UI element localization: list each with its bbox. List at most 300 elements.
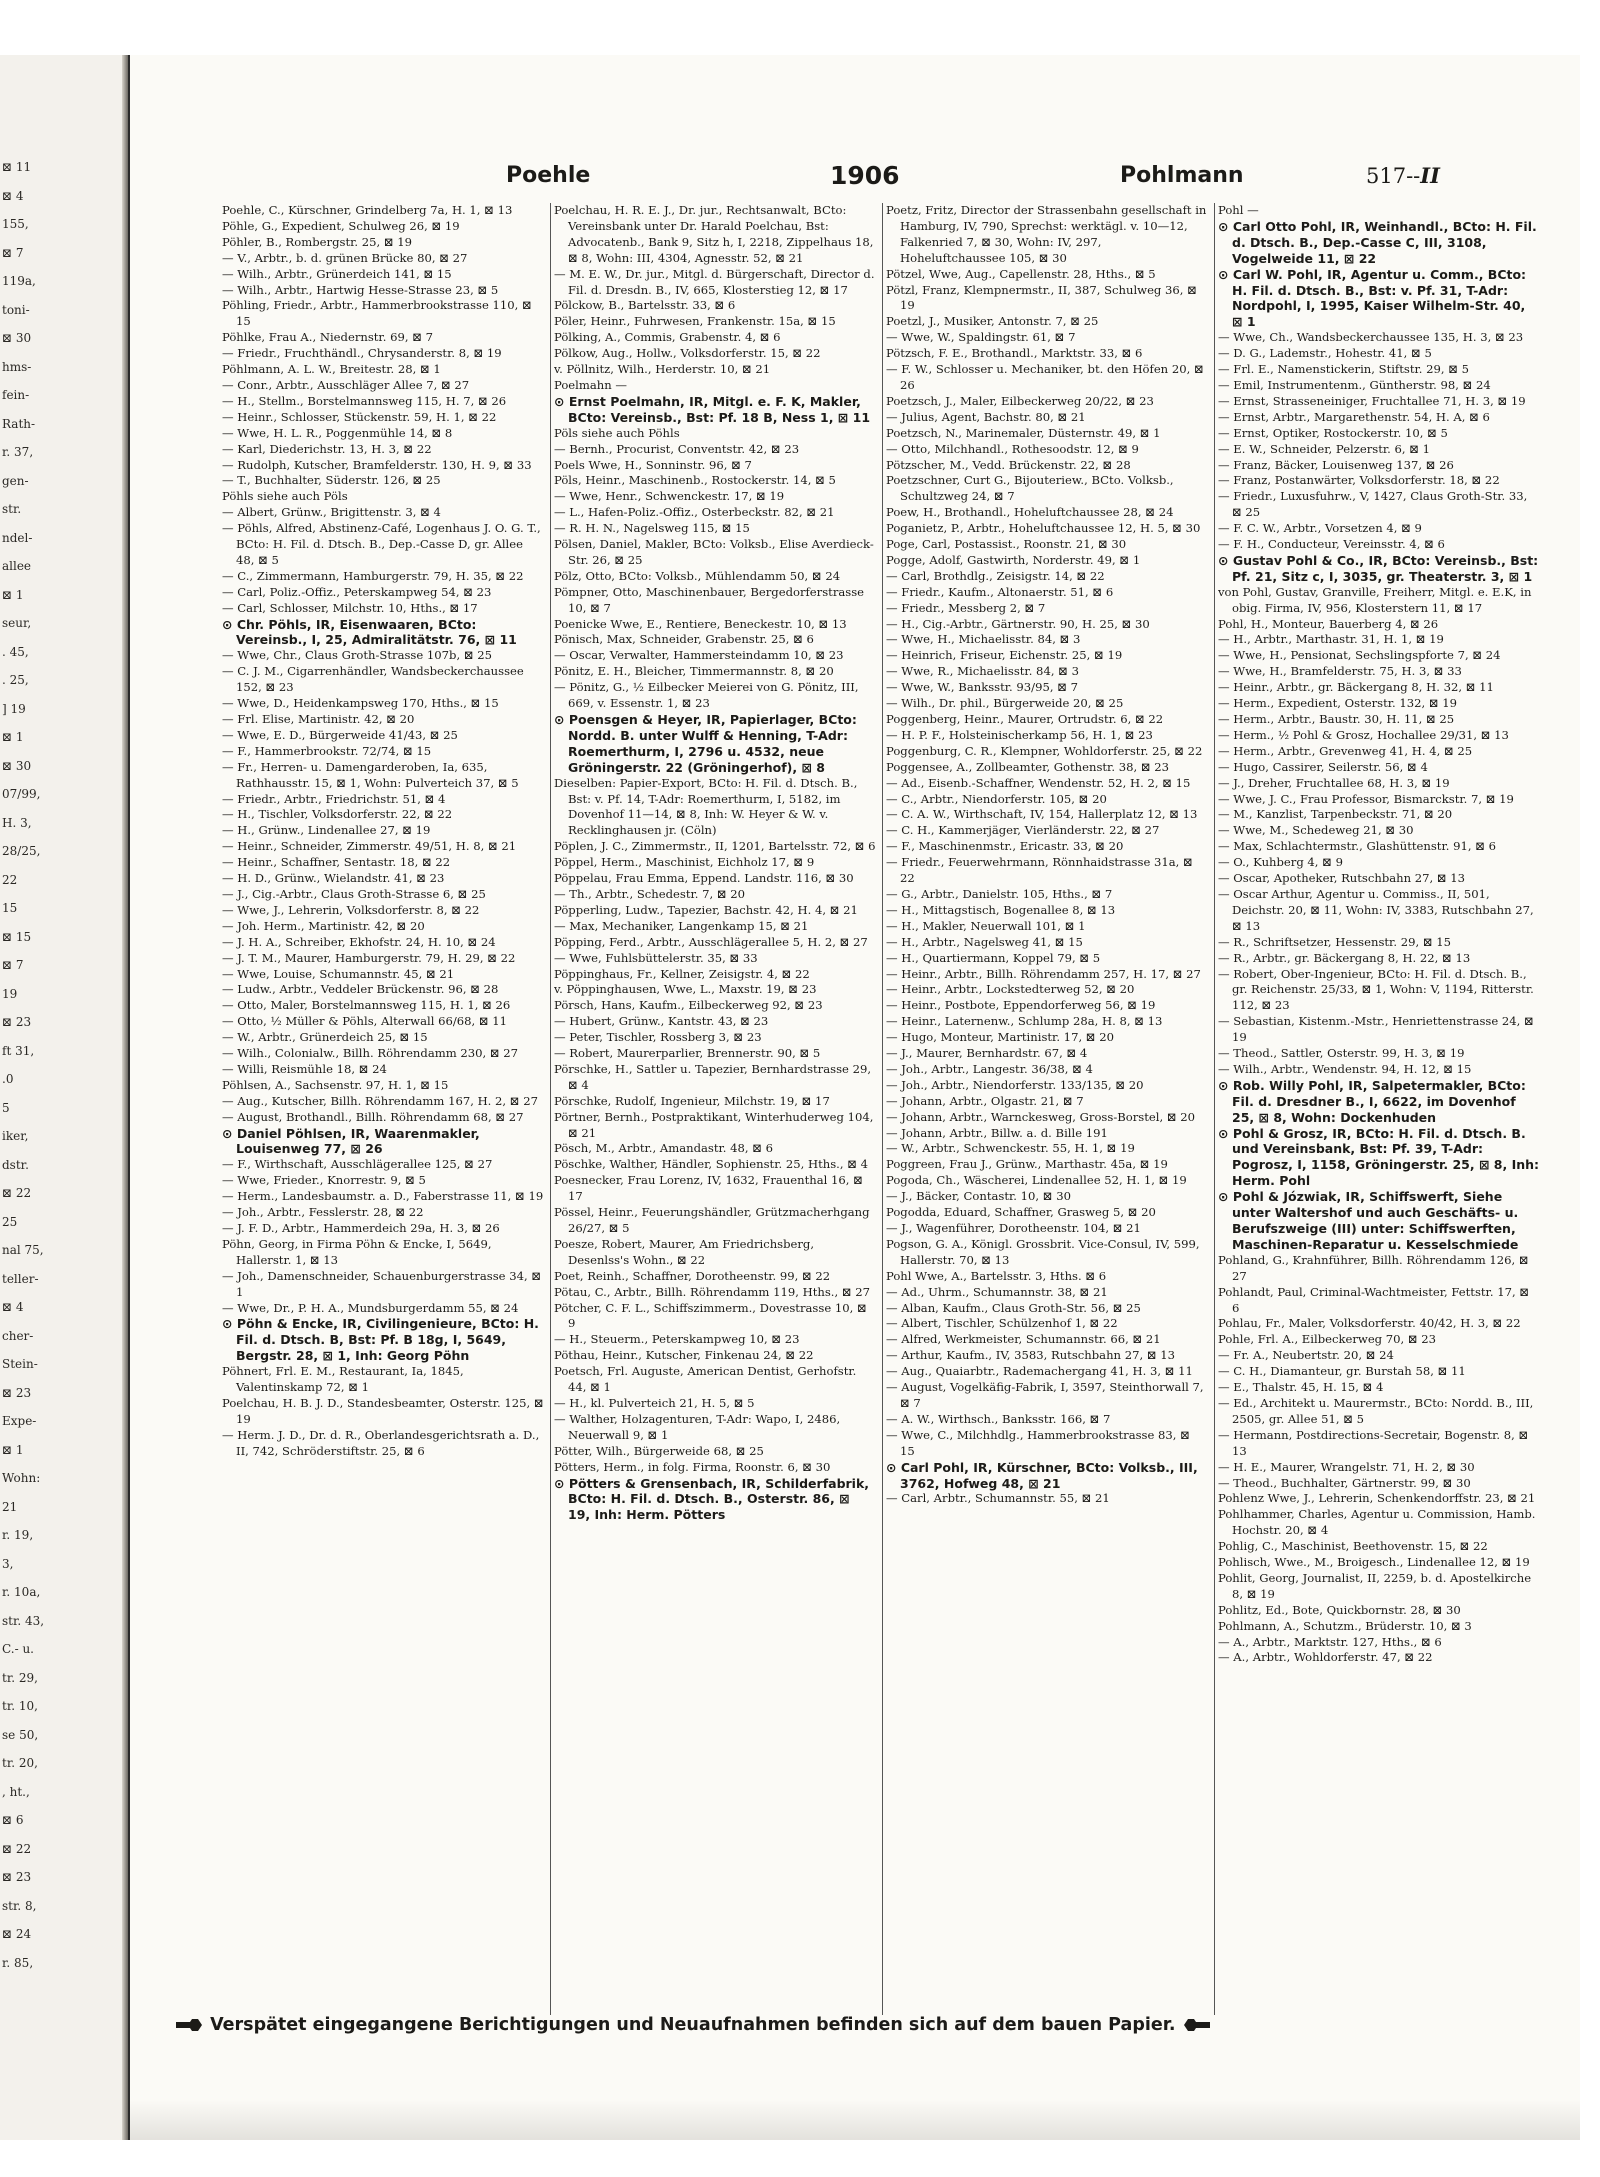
directory-entry: Pörschke, H., Sattler u. Tapezier, Bernhardstrasse 29, ⊠ 4 [554,1061,872,1092]
directory-entry: — C. H., Diamanteur, gr. Burstah 58, ⊠ 11 [1218,1364,1466,1379]
directory-entry: — F., Hammerbrookstr. 72/74, ⊠ 15 [222,743,432,758]
directory-entry: — Hugo, Cassirer, Seilerstr. 56, ⊠ 4 [1218,759,1428,774]
directory-entry: Poetsch, Frl. Auguste, American Dentist, Gerhofstr. 44, ⊠ 1 [554,1364,857,1395]
directory-entry: — Friedr., Messberg 2, ⊠ 7 [886,600,1046,615]
previous-page-fragment: ⊠ 4 [2,1300,24,1314]
page-number: 517--II [1366,163,1440,188]
directory-entry: ⊙ Pohl & Grosz, IR, BCto: H. Fil. d. Dtsch. B. und Vereinsbank, Bst: Pf. 39, T-Adr: Pogrosz, I, 1158, Gröningerstr. 25, ⊠ 8, Inh: Herm. Pohl [1218,1125,1540,1189]
directory-entry: — Pönitz, G., ½ Eilbecker Meierei von G. Pönitz, III, 669, v. Essenstr. 1, ⊠ 23 [554,680,859,711]
previous-page-fragment: str. 43, [2,1613,45,1628]
directory-entry: — A., Arbtr., Wohldorferstr. 47, ⊠ 22 [1218,1650,1433,1665]
directory-entry: — C. J. M., Cigarrenhändler, Wandsbeckerchaussee 152, ⊠ 23 [222,664,524,695]
directory-entry: — Arthur, Kaufm., IV, 3583, Rutschbahn 27, ⊠ 13 [886,1348,1175,1363]
directory-entry: — Wwe, Henr., Schwenckestr. 17, ⊠ 19 [554,489,785,504]
directory-entry: ⊙ Gustav Pohl & Co., IR, BCto: Vereinsb., Bst: Pf. 21, Sitz c, I, 3035, gr. Theaterstr. 3, ⊠ 1 [1218,552,1539,584]
directory-entry: — F., Maschinenmstr., Ericastr. 33, ⊠ 20 [886,839,1124,854]
directory-entry: Pöpping, Ferd., Arbtr., Ausschlägerallee 5, H. 2, ⊠ 27 [554,934,868,949]
directory-entry: — A. W., Wirthsch., Banksstr. 166, ⊠ 7 [886,1411,1111,1426]
directory-entry: — Sebastian, Kistenm.-Mstr., Henriettenstrasse 24, ⊠ 19 [1218,1014,1534,1045]
previous-page-fragment: ⊠ 7 [2,245,24,260]
directory-entry: — Emil, Instrumentenm., Güntherstr. 98, ⊠ 24 [1218,377,1491,392]
directory-entry: Poggenberg, Heinr., Maurer, Ortrudstr. 6, ⊠ 22 [886,712,1164,726]
directory-entry: — Heinr., Postbote, Eppendorferweg 56, ⊠ 19 [886,998,1156,1013]
directory-entry: — Carl, Brothdlg., Zeisigstr. 14, ⊠ 22 [886,568,1105,583]
previous-page-fragment: 28/25, [2,844,41,858]
previous-page-fragment: nal 75, [2,1243,44,1257]
directory-entry: — Joh., Arbtr., Langestr. 36/38, ⊠ 4 [886,1061,1093,1076]
directory-entry: Poelchau, H. B. J. D., Standesbeamter, Osterstr. 125, ⊠ 19 [222,1395,544,1426]
directory-entry: — J., Dreher, Fruchtallee 68, H. 3, ⊠ 19 [1218,775,1450,790]
book-gutter [122,55,128,2140]
directory-entry: Poetzl, J., Musiker, Antonstr. 7, ⊠ 25 [886,314,1099,329]
header-right-keyword: Pohlmann [1120,163,1244,188]
directory-entry: Pohlandt, Paul, Criminal-Wachtmeister, Fettstr. 17, ⊠ 6 [1218,1284,1530,1315]
directory-entry: — Wwe, Ch., Wandsbeckerchaussee 135, H. 3, ⊠ 23 [1218,330,1524,345]
column-2 [554,203,876,2015]
directory-entry: — Wwe, W., Banksstr. 93/95, ⊠ 7 [886,680,1078,695]
directory-entry: Pogodda, Eduard, Schaffner, Grasweg 5, ⊠ 20 [886,1205,1156,1220]
directory-entry: Pohl — [1218,203,1259,217]
directory-entry: ⊙ Carl W. Pohl, IR, Agentur u. Comm., BCto: H. Fil. d. Dtsch. B., Bst: v. Pf. 31, T-Adr: Nordpohl, I, 1995, Kaiser Wilhelm-Str. 40, ⊠ 1 [1218,266,1527,330]
directory-entry: — Theod., Sattler, Osterstr. 99, H. 3, ⊠ 19 [1218,1046,1465,1061]
directory-entry: — Oscar, Verwalter, Hammersteindamm 10, ⊠ 23 [554,648,844,663]
directory-entry: Pöhler, B., Rombergstr. 25, ⊠ 19 [222,234,413,249]
directory-entry: Pöschke, Walther, Händler, Sophienstr. 25, Hths., ⊠ 4 [554,1157,868,1172]
directory-entry: — Herm., ½ Pohl & Grosz, Hochallee 29/31, ⊠ 13 [1218,727,1509,742]
directory-entry: — Ernst, Optiker, Rostockerstr. 10, ⊠ 5 [1218,425,1448,440]
directory-entry: — Aug., Kutscher, Billh. Röhrendamm 167, H. 2, ⊠ 27 [222,1093,538,1108]
directory-entry: — Friedr., Feuerwehrmann, Rönnhaidstrasse 31a, ⊠ 22 [886,855,1193,886]
directory-entry: — Heinr., Arbtr., Billh. Röhrendamm 257, H. 17, ⊠ 27 [886,966,1201,981]
directory-entry: — Wwe, M., Schedeweg 21, ⊠ 30 [1218,823,1414,838]
directory-entry: — Willi, Reismühle 18, ⊠ 24 [222,1061,387,1076]
directory-entry: — Ed., Architekt u. Maurermstr., BCto: Nordd. B., III, 2505, gr. Allee 51, ⊠ 5 [1218,1395,1534,1426]
directory-entry: — Robert, Ober-Ingenieur, BCto: H. Fil. d. Dtsch. B., gr. Reichenstr. 25/33, ⊠ 1, Wohn: V, 1194, Ritterstr. 112, ⊠ 23 [1218,966,1534,1013]
directory-entry: — Heinr., Arbtr., Lockstedterweg 52, ⊠ 20 [886,982,1135,997]
directory-entry: — Friedr., Kaufm., Altonaerstr. 51, ⊠ 6 [886,584,1114,599]
directory-entry: — Rudolph, Kutscher, Bramfelderstr. 130, H. 9, ⊠ 33 [222,457,532,472]
directory-entry: Poelmahn — [554,377,627,392]
previous-page-fragment: .0 [2,1072,14,1086]
directory-entry: — E. W., Schneider, Pelzerstr. 6, ⊠ 1 [1218,441,1431,456]
directory-entry: — H., kl. Pulverteich 21, H. 5, ⊠ 5 [554,1395,755,1410]
directory-entry: ⊙ Pohl & Józwiak, IR, Schiffswerft, Siehe unter Waltershof und auch Geschäfts- u. Berufszweige (III) unter: Schiffswerften, Maschinen-Reparatur u. Kesselschmiede [1218,1189,1519,1252]
directory-entry: — Bernh., Procurist, Conventstr. 42, ⊠ 23 [554,441,800,456]
directory-entry: — Johann, Arbtr., Billw. a. d. Bille 191 [886,1125,1108,1140]
previous-page-fragment: seur, [2,616,32,630]
directory-entry: — Ad., Uhrm., Schumannstr. 38, ⊠ 21 [886,1284,1108,1299]
previous-page-fragment: 07/99, [2,787,41,801]
previous-page-fragment: se 50, [2,1727,39,1742]
directory-entry: — H., Arbtr., Nagelsweg 41, ⊠ 15 [886,934,1083,949]
previous-page-fragment: iker, [2,1129,29,1143]
directory-entry: — F. W., Schlosser u. Mechaniker, bt. den Höfen 20, ⊠ 26 [886,362,1204,392]
directory-entry: — Carl, Schlosser, Milchstr. 10, Hths., ⊠ 17 [222,600,478,615]
directory-entry: — Heinr., Laternenw., Schlump 28a, H. 8, ⊠ 13 [886,1014,1163,1029]
previous-page-fragment: ⊠ 30 [2,758,32,773]
directory-entry: Pötter, Wilh., Bürgerweide 68, ⊠ 25 [554,1443,764,1458]
directory-entry: ⊙ Pöhn & Encke, IR, Civilingenieure, BCto: H. Fil. d. Dtsch. B, Bst: Pf. B 18g, I, 5649, Bergstr. 28, ⊠ 1, Inh: Georg Pöhn [222,1316,539,1364]
previous-page-fragment: 155, [2,217,29,231]
previous-page-fragment: . 45, [2,644,29,659]
directory-entry: — Walther, Holzagenturen, T-Adr: Wapo, I, 2486, Neuerwall 9, ⊠ 1 [554,1411,841,1442]
directory-entry: Poetzsch, N., Marinemaler, Düsternstr. 49, ⊠ 1 [886,425,1161,440]
previous-page-fragment: tr. 20, [2,1756,38,1770]
directory-entry: Pörsch, Hans, Kaufm., Eilbeckerweg 92, ⊠ 23 [554,998,823,1013]
directory-entry: — Th., Arbtr., Schedestr. 7, ⊠ 20 [554,886,746,901]
directory-entry: — C. H., Kammerjäger, Vierländerstr. 22, ⊠ 27 [886,823,1160,838]
directory-entry: — Herm., Arbtr., Grevenweg 41, H. 4, ⊠ 25 [1218,743,1473,758]
previous-page-fragment: ndel- [2,530,33,545]
directory-entry: ⊙ Chr. Pöhls, IR, Eisenwaaren, BCto: Vereinsb., I, 25, Admiralitätstr. 76, ⊠ 11 [222,616,517,648]
directory-entry: — H., Grünw., Lindenallee 27, ⊠ 19 [222,823,431,838]
directory-entry: — M., Kanzlist, Tarpenbeckstr. 71, ⊠ 20 [1218,807,1453,822]
previous-page-fragment: ] 19 [2,701,26,716]
directory-entry: — H., Steuerm., Peterskampweg 10, ⊠ 23 [554,1332,800,1347]
directory-entry: Pöhlmann, A. L. W., Breitestr. 28, ⊠ 1 [222,362,441,377]
directory-entry: Pöppelau, Frau Emma, Eppend. Landstr. 116, ⊠ 30 [554,871,854,886]
directory-entry: Pötzel, Wwe, Aug., Capellenstr. 28, Hths., ⊠ 5 [886,266,1156,281]
directory-entry: Poesze, Robert, Maurer, Am Friedrichsberg, Desenlss's Wohn., ⊠ 22 [554,1236,815,1267]
directory-entry: — H. P. F., Holsteinischerkamp 56, H. 1, ⊠ 23 [886,727,1153,742]
directory-entry: Pöhls siehe auch Pöls [222,489,348,504]
directory-entry: — R., Arbtr., gr. Bäckergang 8, H. 22, ⊠ 13 [1218,950,1471,965]
previous-page-fragment: tr. 29, [2,1670,38,1685]
directory-entry: Pöhling, Friedr., Arbtr., Hammerbrookstrasse 110, ⊠ 15 [222,298,532,329]
directory-entry: Poetz, Fritz, Director der Strassenbahn gesellschaft in Hamburg, IV, 790, Sprechst: werktägl. v. 10—12, Falkenried 7, ⊠ 30, Wohn: IV, 297, Hoheluftchaussee 105, ⊠ 30 [886,203,1207,265]
previous-page-fragment: ⊠ 6 [2,1813,24,1827]
directory-entry: — E., Thalstr. 45, H. 15, ⊠ 4 [1218,1380,1384,1395]
directory-entry: v. Pöppinghausen, Wwe, L., Maxstr. 19, ⊠ 23 [554,982,817,997]
directory-entry: Pöhle, G., Expedient, Schulweg 26, ⊠ 19 [222,218,460,233]
column-divider [1214,203,1215,2015]
directory-entry: — Heinr., Schlosser, Stückenstr. 59, H. 1, ⊠ 22 [222,409,497,424]
directory-entry: — Wilh., Arbtr., Hartwig Hesse-Strasse 23, ⊠ 5 [222,282,499,297]
directory-entry: — Hugo, Monteur, Martinistr. 17, ⊠ 20 [886,1030,1114,1045]
directory-entry: Pöhnert, Frl. E. M., Restaurant, Ia, 1845, Valentinskamp 72, ⊠ 1 [222,1364,464,1395]
directory-entry: — Herm. J. D., Dr. d. R., Oberlandesgerichtsrath a. D., II, 742, Schröderstiftstr. 25, ⊠ 6 [222,1427,540,1458]
directory-entry: — Fr., Herren- u. Damengarderoben, Ia, 635, Rathhausstr. 15, ⊠ 1, Wohn: Pulverteich 37, ⊠ 5 [222,759,519,790]
directory-entry: — Pöhls, Alfred, Abstinenz-Café, Logenhaus J. O. G. T., BCto: H. Fil. d. Dtsch. B., Dep.-Casse D, gr. Allee 48, ⊠ 5 [222,521,541,567]
directory-entry: — Heinrich, Friseur, Eichenstr. 25, ⊠ 19 [886,648,1123,663]
directory-entry: ⊙ Pötters & Grensenbach, IR, Schilderfabrik, BCto: H. Fil. d. Dtsch. B., Osterstr. 86, ⊠ 19, Inh: Herm. Pötters [554,1475,870,1523]
previous-page-fragment: 25 [2,1214,18,1229]
directory-entry: ⊙ Carl Pohl, IR, Kürschner, BCto: Volksb., III, 3762, Hofweg 48, ⊠ 21 [886,1459,1198,1491]
directory-entry: von Pohl, Gustav, Granville, Freiherr, Mitgl. e. E.K, in obig. Firma, IV, 956, Klosterstern 11, ⊠ 17 [1218,584,1532,615]
directory-entry: — Aug., Quaiarbtr., Rademachergang 41, H. 3, ⊠ 11 [886,1364,1193,1379]
previous-page-fragment: tr. 10, [2,1699,38,1713]
directory-entry: — Joh., Damenschneider, Schauenburgerstrasse 34, ⊠ 1 [222,1268,542,1299]
directory-entry: Poet, Reinh., Schaffner, Dorotheenstr. 99, ⊠ 22 [554,1268,831,1283]
previous-page-fragment: dstr. [2,1157,29,1172]
previous-page-fragment: 15 [2,901,18,915]
directory-entry: — Herm., Landesbaumstr. a. D., Faberstrasse 11, ⊠ 19 [222,1189,544,1204]
directory-entry: — J. T. M., Maurer, Hamburgerstr. 79, H. 29, ⊠ 22 [222,950,516,965]
previous-page-fragment: ⊠ 1 [2,730,24,744]
directory-entry: ⊙ Rob. Willy Pohl, IR, Salpetermakler, BCto: Fil. d. Dresdner B., I, 6622, im Dovenhof 25, ⊠ 8, Wohn: Dockenhuden [1218,1077,1526,1125]
previous-page-fragment: hms- [2,359,32,374]
directory-entry: Pöhlsen, A., Sachsenstr. 97, H. 1, ⊠ 15 [222,1077,449,1092]
directory-entry: ⊙ Carl Otto Pohl, IR, Weinhandl., BCto: H. Fil. d. Dtsch. B., Dep.-Casse C, III, 3108, Vogelweide 11, ⊠ 22 [1218,218,1537,266]
directory-entry: — Heinr., Schneider, Zimmerstr. 49/51, H. 8, ⊠ 21 [222,839,517,854]
directory-entry: — H., Tischler, Volksdorferstr. 22, ⊠ 22 [222,807,453,822]
directory-entry: Pölckow, B., Bartelsstr. 33, ⊠ 6 [554,298,736,313]
directory-entry: Pöpperling, Ludw., Tapezier, Bachstr. 42, H. 4, ⊠ 21 [554,902,858,917]
previous-page-fragment: ⊠ 30 [2,331,32,345]
directory-entry: Pötzl, Franz, Klempnermstr., II, 387, Schulweg 36, ⊠ 19 [886,282,1197,313]
directory-entry: — Wwe, J. C., Frau Professor, Bismarckstr. 7, ⊠ 19 [1218,791,1514,806]
directory-entry: — Hermann, Postdirections-Secretair, Bogenstr. 8, ⊠ 13 [1218,1427,1529,1458]
directory-entry: Poels Wwe, H., Sonninstr. 96, ⊠ 7 [554,457,752,472]
directory-entry: — H., Quartiermann, Koppel 79, ⊠ 5 [886,950,1101,965]
directory-entry: — O., Kuhberg 4, ⊠ 9 [1218,855,1343,870]
directory-entry: Pöhlke, Frau A., Niedernstr. 69, ⊠ 7 [222,330,433,345]
directory-entry: Pösch, M., Arbtr., Amandastr. 48, ⊠ 6 [554,1141,774,1156]
directory-entry: Pötzsch, F. E., Brothandl., Marktstr. 33, ⊠ 6 [886,346,1143,361]
directory-entry: Poesnecker, Frau Lorenz, IV, 1632, Frauenthal 16, ⊠ 17 [554,1173,863,1204]
directory-entry: — L., Hafen-Poliz.-Offiz., Osterbeckstr. 82, ⊠ 21 [554,505,835,520]
directory-entry: — H. E., Maurer, Wrangelstr. 71, H. 2, ⊠ 30 [1218,1459,1475,1474]
directory-entry: — Wwe, Frieder., Knorrestr. 9, ⊠ 5 [222,1173,426,1188]
directory-entry: — Albert, Tischler, Schülzenhof 1, ⊠ 22 [886,1316,1118,1331]
previous-page-fragment: ⊠ 1 [2,587,24,602]
directory-entry: — Wwe, H., Michaelisstr. 84, ⊠ 3 [886,632,1081,647]
directory-entry: — T., Buchhalter, Süderstr. 126, ⊠ 25 [222,473,441,488]
previous-page-fragment: ⊠ 7 [2,958,24,972]
previous-page-fragment: r. 37, [2,445,34,459]
directory-entry: Pöplen, J. C., Zimmermstr., II, 1201, Bartelsstr. 72, ⊠ 6 [554,839,876,854]
previous-page-fragment: 19 [2,986,18,1001]
directory-entry: Pöhn, Georg, in Firma Pöhn & Encke, I, 5649, Hallerstr. 1, ⊠ 13 [222,1236,492,1267]
directory-entry: Pohlisch, Wwe., M., Broigesch., Lindenallee 12, ⊠ 19 [1218,1555,1530,1570]
directory-entry: Pölking, A., Commis, Grabenstr. 4, ⊠ 6 [554,330,781,345]
directory-entry: — Ad., Eisenb.-Schaffner, Wendenstr. 52, H. 2, ⊠ 15 [886,775,1191,790]
directory-entry: — Johann, Arbtr., Olgastr. 21, ⊠ 7 [886,1093,1084,1108]
directory-entry: Pohlitz, Ed., Bote, Quickbornstr. 28, ⊠ 30 [1218,1602,1461,1617]
directory-entry: — Wwe, W., Spaldingstr. 61, ⊠ 7 [886,330,1076,345]
directory-entry: Pohl Wwe, A., Bartelsstr. 3, Hths. ⊠ 6 [886,1268,1107,1283]
directory-entry: Pötzscher, M., Vedd. Brückenstr. 22, ⊠ 28 [886,457,1131,472]
footer-text: Verspätet eingegangene Berichtigungen und Neuaufnahmen befinden sich auf dem bauen Papier. [210,2015,1176,2035]
previous-page-fragment: Expe- [2,1414,37,1428]
directory-entry: — Conr., Arbtr., Ausschläger Allee 7, ⊠ 27 [222,377,470,392]
directory-entry: — Franz, Postanwärter, Volksdorferstr. 18, ⊠ 22 [1218,473,1500,488]
directory-page [130,55,1580,2140]
directory-entry: — Friedr., Luxusfuhrw., V, 1427, Claus Groth-Str. 33, ⊠ 25 [1218,489,1528,520]
previous-page-fragment: toni- [2,302,30,317]
directory-entry: — Ludw., Arbtr., Veddeler Brückenstr. 96, ⊠ 28 [222,982,499,997]
directory-entry: Pogoda, Ch., Wäscherei, Lindenallee 52, H. 1, ⊠ 19 [886,1173,1187,1188]
directory-entry: — F., Wirthschaft, Ausschlägerallee 125, ⊠ 27 [222,1157,493,1172]
directory-entry: Poge, Carl, Postassist., Roonstr. 21, ⊠ 30 [886,537,1127,552]
directory-entry: Pohlig, C., Maschinist, Beethovenstr. 15, ⊠ 22 [1218,1539,1488,1554]
directory-entry: — D. G., Lademstr., Hohestr. 41, ⊠ 5 [1218,346,1432,361]
previous-page-fragment: ⊠ 24 [2,1927,32,1941]
directory-entry: Pötau, C., Arbtr., Billh. Röhrendamm 119, Hths., ⊠ 27 [554,1284,870,1299]
previous-page-fragment: 21 [2,1499,18,1514]
directory-entry: Pöls siehe auch Pöhls [554,425,680,440]
directory-entry: Pohlenz Wwe, J., Lehrerin, Schenkendorffstr. 23, ⊠ 21 [1218,1491,1536,1506]
directory-entry: — Albert, Grünw., Brigittenstr. 3, ⊠ 4 [222,505,441,520]
directory-entry: — Joh., Arbtr., Niendorferstr. 133/135, ⊠ 20 [886,1077,1144,1092]
directory-entry: Poetzsch, J., Maler, Eilbeckerweg 20/22, ⊠ 23 [886,393,1154,408]
previous-page-fragment: . 25, [2,673,29,687]
directory-entry: — Joh. Herm., Martinistr. 42, ⊠ 20 [222,918,425,933]
directory-entry: Poelchau, H. R. E. J., Dr. jur., Rechtsanwalt, BCto: Vereinsbank unter Dr. Harald Poelchau, Bst: Advocatenb., Bank 9, Sitz h, I, 2218, Zippelhaus 18, ⊠ 8, Wohn: III, 4304, Agnesstr. 52, ⊠ 21 [554,203,874,265]
directory-entry: — Wwe, R., Michaelisstr. 84, ⊠ 3 [886,664,1079,679]
previous-page-fragment: r. 85, [2,1955,34,1970]
directory-entry: — Wwe, Louise, Schumannstr. 45, ⊠ 21 [222,966,455,981]
directory-entry: Pöthau, Heinr., Kutscher, Finkenau 24, ⊠ 22 [554,1348,814,1363]
header-left-keyword: Poehle [506,163,591,188]
directory-entry: Pöls, Heinr., Maschinenb., Rostockerstr. 14, ⊠ 5 [554,473,836,488]
directory-entry: Pohlhammer, Charles, Agentur u. Commission, Hamb. Hochstr. 20, ⊠ 4 [1218,1507,1536,1538]
directory-entry: — J., Bäcker, Contastr. 10, ⊠ 30 [886,1189,1071,1204]
directory-entry: — Alfred, Werkmeister, Schumannstr. 66, ⊠ 21 [886,1332,1161,1347]
previous-page-fragment: fein- [2,388,30,402]
directory-entry: — M. E. W., Dr. jur., Mitgl. d. Bürgerschaft, Director d. Fil. d. Dresdn. B., IV, 665, Klosterstieg 12, ⊠ 17 [554,266,875,297]
directory-entry: Pöppel, Herm., Maschinist, Eichholz 17, ⊠ 9 [554,855,815,870]
directory-entry: — Friedr., Fruchthändl., Chrysanderstr. 8, ⊠ 19 [222,346,502,361]
previous-page-fragment: 3, [2,1556,14,1571]
directory-entry: — Peter, Tischler, Rossberg 3, ⊠ 23 [554,1030,762,1045]
directory-entry: Pohland, G., Krahnführer, Billh. Röhrendamm 126, ⊠ 27 [1218,1252,1529,1283]
directory-entry: — Max, Schlachtermstr., Glashüttenstr. 91, ⊠ 6 [1218,839,1496,854]
directory-entry: Pogson, G. A., Königl. Grossbrit. Vice-Consul, IV, 599, Hallerstr. 70, ⊠ 13 [886,1236,1200,1267]
directory-entry: — Carl, Poliz.-Offiz., Peterskampweg 54, ⊠ 23 [222,584,492,599]
previous-page-fragment: ⊠ 22 [2,1841,32,1856]
directory-entry: v. Pöllnitz, Wilh., Herderstr. 10, ⊠ 21 [554,362,771,377]
directory-entry: — Joh., Arbtr., Fesslerstr. 28, ⊠ 22 [222,1205,424,1220]
column-3 [886,203,1208,2015]
directory-entry: Pössel, Heinr., Feuerungshändler, Grützmacherhgang 26/27, ⊠ 5 [554,1205,870,1235]
directory-entry: — H., Cig.-Arbtr., Gärtnerstr. 90, H. 25, ⊠ 30 [886,616,1150,631]
column-divider [882,203,883,2015]
footer-notice [174,2015,1534,2045]
previous-page-fragment: ⊠ 23 [2,1015,32,1029]
pointing-hand-icon [174,2018,204,2032]
column-divider [550,203,551,2015]
directory-entry: Pohlau, Fr., Maler, Volksdorferstr. 40/42, H. 3, ⊠ 22 [1218,1316,1521,1331]
directory-entry: — H., Stellm., Borstelmannsweg 115, H. 7, ⊠ 26 [222,393,507,408]
directory-entry: — J., Maurer, Bernhardstr. 67, ⊠ 4 [886,1046,1088,1061]
directory-entry: Poggreen, Frau J., Grünw., Marthastr. 45a, ⊠ 19 [886,1157,1168,1172]
directory-entry: Pohle, Frl. A., Eilbeckerweg 70, ⊠ 23 [1218,1332,1437,1347]
page-shadow [130,2100,1580,2140]
directory-entry: — Wwe, H., Pensionat, Sechslingspforte 7, ⊠ 24 [1218,648,1501,663]
previous-page-fragment: Rath- [2,416,36,431]
directory-entry: — H., Arbtr., Marthastr. 31, H. 1, ⊠ 19 [1218,632,1444,647]
directory-entry: — Wwe, Fuhlsbüttelerstr. 35, ⊠ 33 [554,950,758,965]
directory-entry: Poetzschner, Curt G., Bijouteriew., BCto. Volksb., Schultzweg 24, ⊠ 7 [886,473,1174,504]
directory-entry: — Oscar, Apotheker, Rutschbahn 27, ⊠ 13 [1218,871,1466,886]
directory-entry: Poew, H., Brothandl., Hoheluftchaussee 28, ⊠ 24 [886,505,1174,520]
previous-page-fragment: cher- [2,1328,34,1343]
previous-page-fragment: Wohn: [2,1471,41,1485]
column-1 [222,203,544,2015]
directory-entry: — C. A. W., Wirthschaft, IV, 154, Hallerplatz 12, ⊠ 13 [886,807,1198,822]
previous-page-fragment: r. 10a, [2,1585,41,1599]
directory-entry: — Julius, Agent, Bachstr. 80, ⊠ 21 [886,409,1086,424]
directory-entry: Pölsen, Daniel, Makler, BCto: Volksb., Elise Averdieck-Str. 26, ⊠ 25 [554,537,874,567]
directory-entry: — Wwe, E. D., Bürgerweide 41/43, ⊠ 25 [222,727,458,742]
directory-entry: Pölkow, Aug., Hollw., Volksdorferstr. 15, ⊠ 22 [554,346,821,361]
directory-entry: Pohl, H., Monteur, Bauerberg 4, ⊠ 26 [1218,616,1439,631]
directory-entry: Poenicke Wwe, E., Rentiere, Beneckestr. 10, ⊠ 13 [554,616,847,631]
directory-entry: — Johann, Arbtr., Warnckesweg, Gross-Borstel, ⊠ 20 [886,1109,1195,1124]
header-year: 1906 [830,161,900,190]
previous-page-fragment: ⊠ 23 [2,1385,32,1400]
previous-page-fragment: C.- u. [2,1642,34,1656]
directory-entry: — V., Arbtr., b. d. grünen Brücke 80, ⊠ 27 [222,250,468,265]
directory-entry: Pönitz, E. H., Bleicher, Timmermannstr. 8, ⊠ 20 [554,664,834,679]
directory-entry: — Wwe, H. L. R., Poggenmühle 14, ⊠ 8 [222,425,453,440]
directory-entry: — Max, Mechaniker, Langenkamp 15, ⊠ 21 [554,918,809,933]
directory-entry: Poggensee, A., Zollbeamter, Gothenstr. 38, ⊠ 23 [886,759,1169,774]
directory-entry: — Carl, Arbtr., Schumannstr. 55, ⊠ 21 [886,1491,1110,1506]
directory-entry: — Otto, Milchhandl., Rothesoodstr. 12, ⊠ 9 [886,441,1139,456]
page-header [130,155,1580,195]
directory-entry: Pöppinghaus, Fr., Kellner, Zeisigstr. 4, ⊠ 22 [554,966,810,981]
previous-page-fragment: r. 19, [2,1528,34,1542]
directory-entry: — Heinr., Schaffner, Sentastr. 18, ⊠ 22 [222,855,451,870]
directory-entry: Pörschke, Rudolf, Ingenieur, Milchstr. 19, ⊠ 17 [554,1093,830,1108]
previous-page-fragment: ⊠ 1 [2,1442,24,1457]
directory-entry: Pohlmann, A., Schutzm., Brüderstr. 10, ⊠ 3 [1218,1618,1472,1633]
directory-entry: — Wilh., Arbtr., Wendenstr. 94, H. 12, ⊠ 15 [1218,1061,1472,1076]
previous-page-fragment: ⊠ 15 [2,929,32,944]
directory-entry: — Otto, ½ Müller & Pöhls, Alterwall 66/68, ⊠ 11 [222,1014,508,1029]
previous-page-fragment: ⊠ 4 [2,188,24,203]
directory-entry: — Herm., Arbtr., Baustr. 30, H. 11, ⊠ 25 [1218,712,1455,726]
directory-entry: — Wwe, J., Lehrerin, Volksdorferstr. 8, ⊠ 22 [222,902,480,917]
directory-entry: — August, Brothandl., Billh. Röhrendamm 68, ⊠ 27 [222,1109,524,1124]
previous-page-fragment: , ht., [2,1784,30,1799]
directory-entry: ⊙ Ernst Poelmahn, IR, Mitgl. e. F. K, Makler, BCto: Vereinsb., Bst: Pf. 18 B, Ness 1, ⊠ 11 [554,393,871,425]
directory-entry: — G., Arbtr., Danielstr. 105, Hths., ⊠ 7 [886,886,1113,901]
directory-entry: Pömpner, Otto, Maschinenbauer, Bergedorferstrasse 10, ⊠ 7 [554,584,865,615]
directory-entry: Pölz, Otto, BCto: Volksb., Mühlendamm 50, ⊠ 24 [554,568,841,583]
directory-entry: — Hubert, Grünw., Kantstr. 43, ⊠ 23 [554,1014,769,1029]
directory-entry: — Friedr., Arbtr., Friedrichstr. 51, ⊠ 4 [222,791,446,806]
directory-entry: — Wwe, Chr., Claus Groth-Strasse 107b, ⊠ 25 [222,648,493,663]
directory-entry: — R., Schriftsetzer, Hessenstr. 29, ⊠ 15 [1218,934,1451,949]
directory-entry: — Herm., Expedient, Osterstr. 132, ⊠ 19 [1218,696,1458,711]
directory-entry: Pönisch, Max, Schneider, Grabenstr. 25, ⊠ 6 [554,632,814,647]
directory-entry: — J. H. A., Schreiber, Ekhofstr. 24, H. 10, ⊠ 24 [222,934,496,949]
directory-entry: — August, Vogelkäfig-Fabrik, I, 3597, Steinthorwall 7, ⊠ 7 [886,1380,1204,1410]
pointing-hand-icon [1182,2018,1212,2032]
directory-entry: — Ernst, Arbtr., Margarethenstr. 54, H. A, ⊠ 6 [1218,409,1490,424]
directory-entry: Poggenburg, C. R., Klempner, Wohldorferstr. 25, ⊠ 22 [886,743,1203,758]
previous-page-fragment: str. [2,502,22,516]
previous-page-fragment: gen- [2,473,29,488]
directory-entry: — H., Mittagstisch, Bogenallee 8, ⊠ 13 [886,902,1116,917]
directory-entry: Pötters, Herm., in folg. Firma, Roonstr. 6, ⊠ 30 [554,1459,831,1474]
directory-entry: — Wwe, C., Milchhdlg., Hammerbrookstrasse 83, ⊠ 15 [886,1427,1190,1458]
previous-page-fragment: allee [2,559,32,573]
previous-page-fragment: ⊠ 23 [2,1870,32,1884]
directory-entry: — H., Makler, Neuerwall 101, ⊠ 1 [886,918,1086,933]
directory-entry: — W., Arbtr., Grünerdeich 25, ⊠ 15 [222,1030,428,1045]
directory-entry: — Oscar Arthur, Agentur u. Commiss., II, 501, Deichstr. 20, ⊠ 11, Wohn: IV, 3383, Rutschbahn 27, ⊠ 13 [1218,886,1534,933]
directory-entry: — C., Arbtr., Niendorferstr. 105, ⊠ 20 [886,791,1107,806]
directory-entry: — J. F. D., Arbtr., Hammerdeich 29a, H. 3, ⊠ 26 [222,1221,500,1235]
directory-entry: Pörtner, Bernh., Postpraktikant, Winterhuderweg 104, ⊠ 21 [554,1109,874,1140]
directory-entry: — Theod., Buchhalter, Gärtnerstr. 99, ⊠ 30 [1218,1475,1471,1490]
directory-entry: — Ernst, Strasseneiniger, Fruchtallee 71, H. 3, ⊠ 19 [1218,393,1526,408]
directory-entry: — Frl. E., Namenstickerin, Stiftstr. 29, ⊠ 5 [1218,362,1470,377]
